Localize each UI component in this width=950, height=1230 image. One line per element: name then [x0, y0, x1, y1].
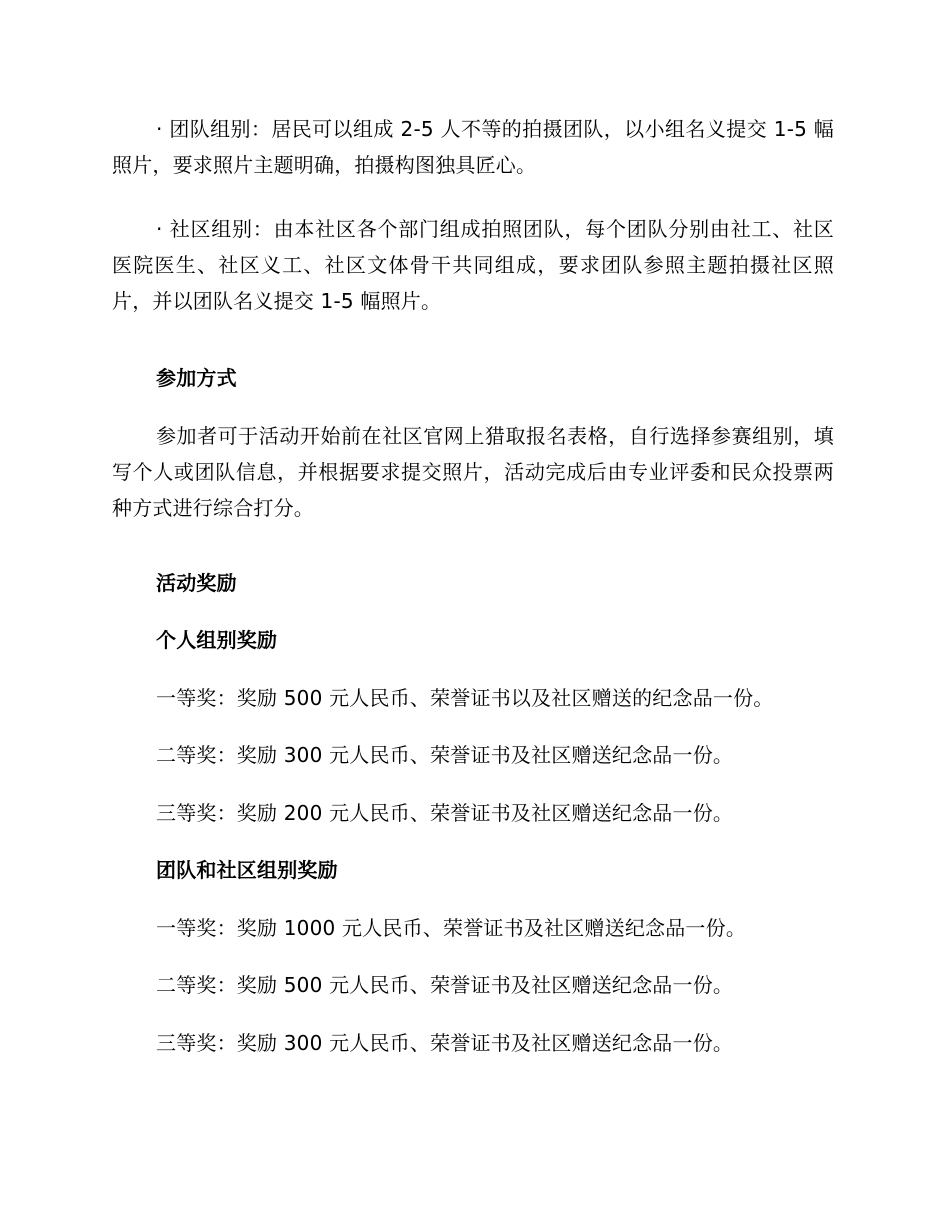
individual-rewards-heading: 个人组别奖励 — [156, 628, 278, 652]
team-community-rewards-heading: 团队和社区组别奖励 — [156, 858, 338, 882]
participation-paragraph: 参加者可于活动开始前在社区官网上猎取报名表格，自行选择参赛组别，填写个人或团队信息，并根据要求提交照片，活动完成后由专业评委和民众投票两种方式进行综合打分。 — [112, 424, 834, 520]
participation-heading: 参加方式 — [156, 366, 237, 390]
team-group-paragraph: · 团队组别：居民可以组成 2-5 人不等的拍摄团队，以小组名义提交 1-5 幅照片，要求照片主题明确，拍摄构图独具匠心。 — [112, 117, 834, 177]
individual-second-prize: 二等奖：奖励 300 元人民币、荣誉证书及社区赠送纪念品一份。 — [156, 743, 734, 767]
team-third-prize: 三等奖：奖励 300 元人民币、荣誉证书及社区赠送纪念品一份。 — [156, 1031, 734, 1055]
team-first-prize: 一等奖：奖励 1000 元人民币、荣誉证书及社区赠送纪念品一份。 — [156, 916, 747, 940]
individual-third-prize: 三等奖：奖励 200 元人民币、荣誉证书及社区赠送纪念品一份。 — [156, 801, 734, 825]
team-second-prize: 二等奖：奖励 500 元人民币、荣誉证书及社区赠送纪念品一份。 — [156, 973, 734, 997]
rewards-heading: 活动奖励 — [156, 571, 237, 595]
community-group-paragraph: · 社区组别：由本社区各个部门组成拍照团队，每个团队分别由社工、社区医院医生、社区义工、社区文体骨干共同组成，要求团队参照主题拍摄社区照片，并以团队名义提交 1-5 幅照片。 — [112, 217, 834, 313]
individual-first-prize: 一等奖：奖励 500 元人民币、荣誉证书以及社区赠送的纪念品一份。 — [156, 686, 774, 710]
